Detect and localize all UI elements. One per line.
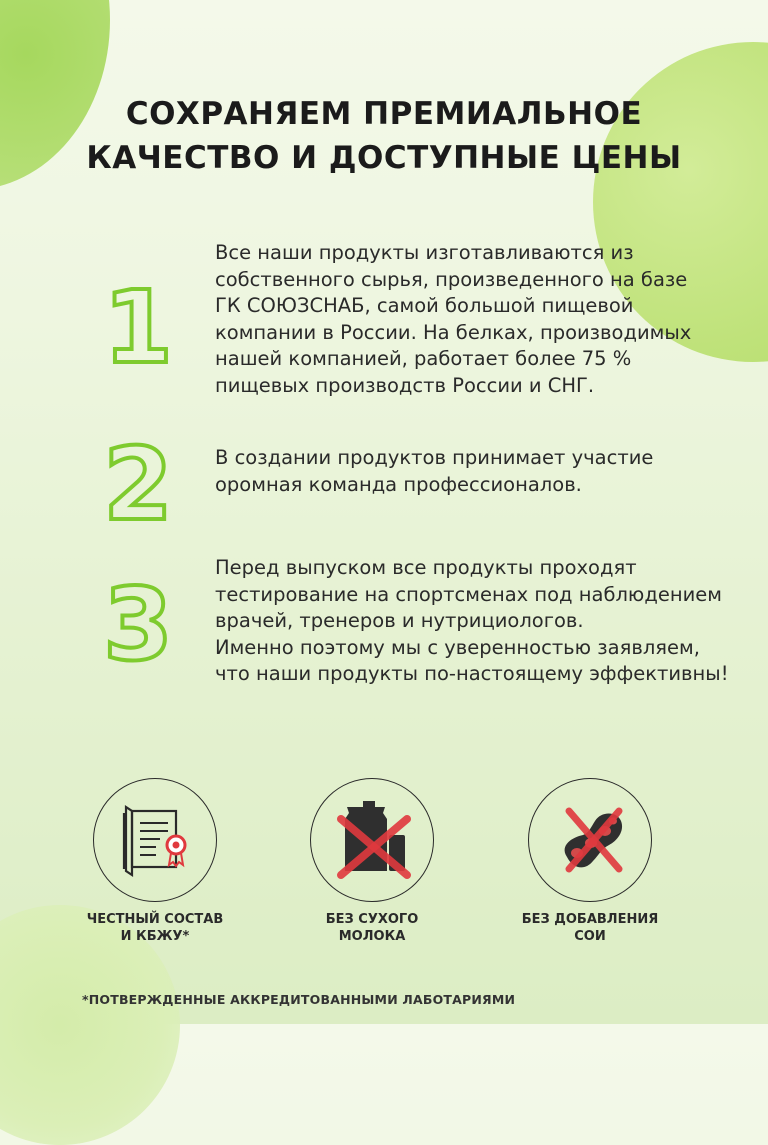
feature-label-line: СОИ	[574, 929, 606, 944]
certificate-icon	[94, 779, 218, 903]
feature-circle	[93, 778, 217, 902]
text-line: что наши продукты по-настоящему эффективны!	[215, 662, 729, 685]
text-line: тестирование на спортсменах под наблюдением	[215, 582, 722, 606]
text-line: Все наши продукты изготавливаются из	[215, 241, 634, 264]
feature-label-line: МОЛОКА	[338, 929, 406, 944]
text-line: нашей компанией, работает более 75 %	[215, 347, 632, 370]
text-line: Именно поэтому мы с уверенностью заявляем,	[215, 635, 700, 659]
benefit-text-2	[215, 445, 745, 498]
number-3: 3	[103, 566, 173, 683]
no-soy-icon	[529, 779, 653, 903]
text-line: компании в России. На белках, производимых	[215, 320, 692, 344]
no-milk-powder-icon	[311, 779, 435, 903]
text-line: собственного сырья, произведенного на базе	[215, 267, 688, 291]
feature-label-line: ЧЕСТНЫЙ СОСТАВ	[86, 912, 224, 927]
text-line: Перед выпуском все продукты проходят	[215, 556, 637, 579]
text-line: ГК СОЮЗСНАБ, самой большой пищевой	[215, 294, 634, 317]
benefit-text-3	[215, 555, 745, 688]
number-2: 2	[103, 426, 173, 543]
feature-label	[55, 911, 255, 945]
feature-label-line: БЕЗ ДОБАВЛЕНИЯ	[521, 912, 659, 927]
title-line-1: СОХРАНЯЕМ ПРЕМИАЛЬНОЕ	[125, 96, 643, 132]
feature-label	[490, 911, 690, 945]
title-line-2: КАЧЕСТВО И ДОСТУПНЫЕ ЦЕНЫ	[86, 140, 682, 176]
footnote: *ПОТВЕРЖДЕННЫЕ АККРЕДИТОВАННЫМИ ЛАБОТАРИЯМИ	[82, 992, 516, 1007]
feature-label-line: БЕЗ СУХОГО	[325, 912, 419, 927]
feature-label-line: И КБЖУ*	[120, 929, 190, 944]
number-1: 1	[103, 269, 173, 386]
text-line: В создании продуктов принимает участие	[215, 446, 654, 469]
feature-circle	[310, 778, 434, 902]
page-title	[0, 92, 768, 180]
feature-label	[272, 911, 472, 945]
text-line: оромная команда профессионалов.	[215, 472, 582, 496]
text-line: врачей, тренеров и нутрициологов.	[215, 609, 584, 632]
text-line: пищевых производств России и СНГ.	[215, 373, 595, 397]
feature-circle	[528, 778, 652, 902]
benefit-text-1	[215, 240, 745, 399]
